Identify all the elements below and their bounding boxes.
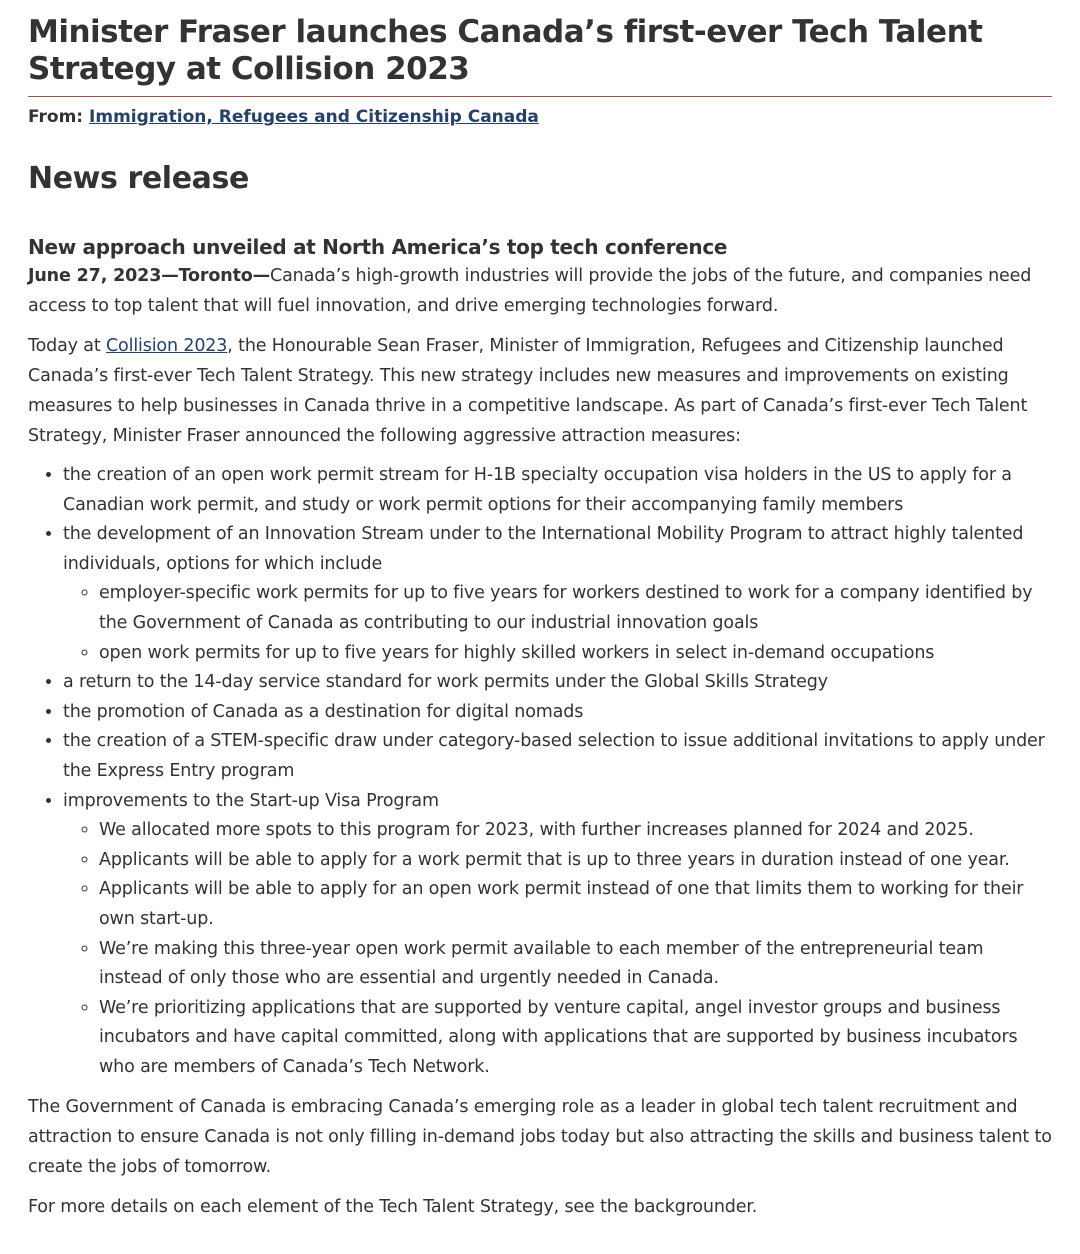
from-label: From: — [28, 107, 84, 127]
backgrounder-paragraph: For more details on each element of the Tech Talent Strategy, see the backgrounder. — [28, 1197, 758, 1218]
dateline: June 27, 2023—Toronto— — [28, 266, 271, 286]
list-item: ◦ Applicants will be able to apply for an open work permit instead of one that limits them to working for their own start-up. — [99, 875, 1052, 934]
paragraph-text: , the Honourable Sean Fraser, Minister of Immigration, Refugees and Citizenship launched Canada’s first-ever Tech Talent Strategy. This new strategy includes new measures and improvements on existing measures to help businesses in Canada thrive in a competitive landscape. As part of Canada’s first-ever Tech Talent Strategy, Minister Fraser announced the following aggressive attraction measures: — [28, 336, 1028, 446]
collision-2023-link[interactable]: Collision 2023 — [105, 336, 228, 356]
from-line — [28, 106, 1052, 128]
list-item: ◦ employer-specific work permits for up to five years for workers destined to work for a company identified by the Government of Canada as contributing to our industrial innovation goals — [99, 579, 1052, 638]
list-item — [63, 520, 1052, 668]
lead-text: Canada’s high-growth industries will provide the jobs of the future, and companies need access to top talent that will fuel innovation, and drive emerging technologies forward. — [28, 266, 1032, 316]
closing-paragraph: The Government of Canada is embracing Canada’s emerging role as a leader in global tech talent recruitment and attraction to ensure Canada is not only filling in-demand jobs today but also attracting the skills and business talent to create the jobs of tomorrow. — [28, 1097, 1052, 1178]
lead-paragraph — [28, 261, 1052, 321]
department-link[interactable]: Immigration, Refugees and Citizenship Canada — [89, 107, 539, 127]
list-item: ◦ We’re making this three-year open work permit available to each member of the entrepreneurial team instead of only those who are essential and urgently needed in Canada. — [99, 935, 1052, 994]
list-item: ◦ Applicants will be able to apply for a work permit that is up to three years in duration instead of one year. — [99, 846, 1052, 876]
document-type-heading: News release — [28, 161, 249, 196]
innovation-options-list — [63, 579, 1052, 668]
list-item: ◦ We allocated more spots to this program for 2023, with further increases planned for 2024 and 2025. — [99, 816, 1052, 846]
list-item-text: improvements to the Start-up Visa Program — [63, 790, 439, 811]
list-item — [63, 787, 1052, 1083]
list-item: • a return to the 14-day service standard for work permits under the Global Skills Strategy — [63, 668, 1052, 698]
startup-improvements-list — [63, 816, 1052, 1082]
list-item: • the creation of an open work permit stream for H-1B specialty occupation visa holders in the US to apply for a Canadian work permit, and study or work permit options for their accompanying family members — [63, 461, 1052, 520]
list-item-text: the development of an Innovation Stream under to the International Mobility Program to attract highly talented individuals, options for which include — [63, 524, 1024, 574]
list-item: • the creation of a STEM-specific draw under category-based selection to issue additional invitations to apply under the Express Entry program — [63, 727, 1052, 786]
list-item: • the promotion of Canada as a destination for digital nomads — [63, 698, 1052, 728]
title-divider — [28, 96, 1052, 97]
measures-list — [28, 461, 1052, 1082]
announcement-paragraph — [28, 331, 1052, 451]
list-item: ◦ We’re prioritizing applications that are supported by venture capital, angel investor groups and business incubators and have capital committed, along with applications that are supported by business incubators who are members of Canada’s Tech Network. — [99, 994, 1052, 1083]
list-item: ◦ open work permits for up to five years for highly skilled workers in select in-demand occupations — [99, 639, 1052, 669]
paragraph-text: Today at — [28, 336, 106, 356]
subtitle: New approach unveiled at North America’s top tech conference — [28, 235, 728, 259]
page-title: Minister Fraser launches Canada’s first-ever Tech Talent Strategy at Collision 2023 — [28, 14, 983, 87]
